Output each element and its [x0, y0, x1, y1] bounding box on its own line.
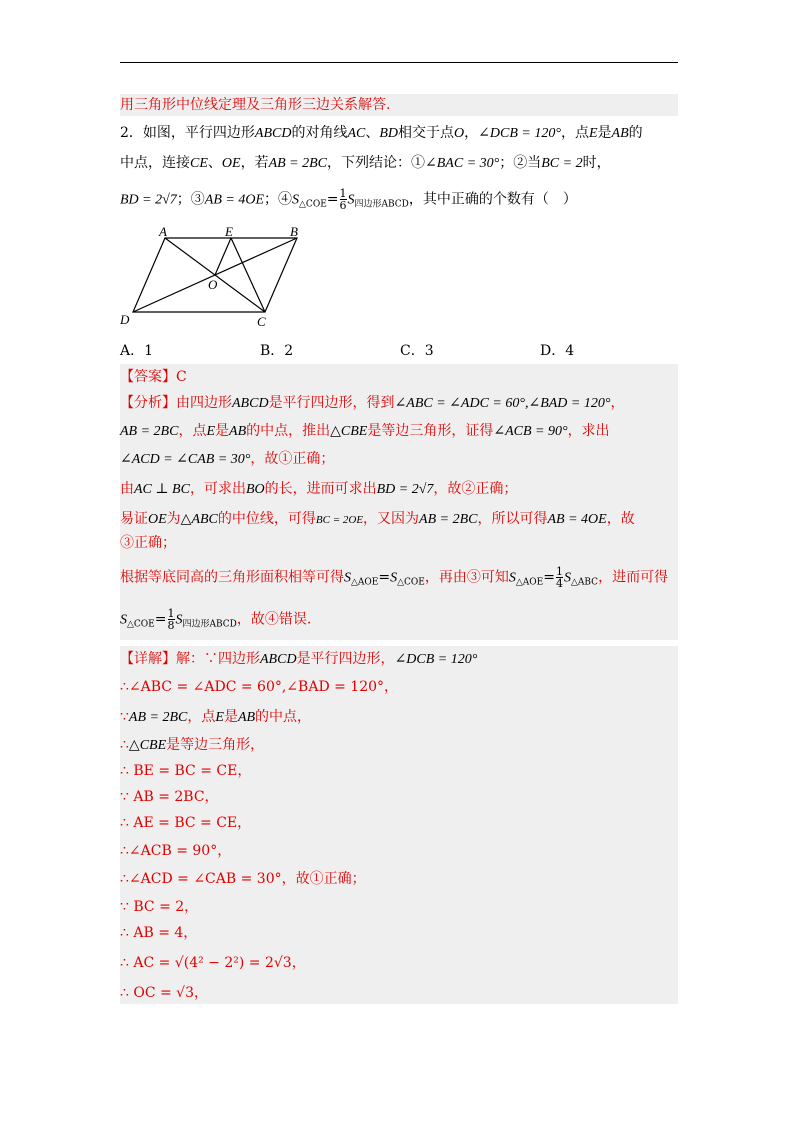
option-d: D．4	[540, 343, 575, 359]
detail-line-7: ∴ AE = BC = CE，	[120, 815, 252, 831]
detail-line-2: ∴∠ABC = ∠ADC = 60°,∠BAD = 120°，	[120, 679, 399, 695]
detail-line-10: ∵ BC = 2，	[120, 899, 199, 915]
answer-line: 【答案】C	[120, 369, 187, 385]
analysis-line-6: ③正确；	[120, 535, 176, 551]
label-c: C	[257, 314, 266, 329]
detail-line-6: ∵ AB = 2BC，	[120, 789, 219, 805]
label-d: D	[120, 312, 130, 327]
analysis-line-8: $S_{\triangle COE}=$ $\frac{1}{8}$ $S_{四边形ABCD}$，故④错误.	[120, 607, 312, 632]
segment-ce	[231, 238, 265, 312]
question-line-1: 2．如图，平行四边形ABCD的对角线AC、BD相交于点O，∠DCB = 120°，点E是AB的	[120, 125, 643, 141]
detail-line-12: ∴ AC = √(4² − 2²) = 2√3，	[120, 955, 306, 971]
analysis-line-1: 【分析】由四边形ABCD是平行四边形，得到∠ABC = ∠ADC = 60°,∠BAD = 120°，	[120, 395, 625, 411]
label-o: O	[208, 277, 218, 292]
analysis-line-4: 由AC ⊥ BC，可求出BO的长，进而可求出BD = 2√7，故②正确；	[120, 481, 518, 497]
detail-line-13: ∴ OC = √3，	[120, 985, 209, 1001]
detail-line-8: ∴∠ACB = 90°，	[120, 843, 232, 859]
header-rule	[120, 62, 678, 63]
label-a: A	[159, 226, 167, 239]
parallelogram-figure	[115, 226, 315, 332]
option-c: C．3	[400, 343, 434, 359]
analysis-line-3: ∠ACD = ∠CAB = 30°，故①正确；	[120, 451, 335, 467]
option-b: B．2	[260, 343, 294, 359]
detail-line-3: ∵AB = 2BC，点E是AB的中点，	[120, 709, 312, 725]
detail-line-11: ∴ AB = 4，	[120, 925, 198, 941]
detail-line-4: ∴△CBE是等边三角形，	[120, 737, 265, 753]
detail-line-9: ∴∠ACD = ∠CAB = 30°，故①正确；	[120, 871, 366, 887]
label-b: B	[290, 226, 298, 239]
analysis-line-2: AB = 2BC，点E是AB的中点，推出△CBE是等边三角形，证得∠ACB = 90°，求出	[120, 423, 610, 439]
analysis-line-7: 根据等底同高的三角形面积相等可得$S_{\triangle AOE}=S_{\triangle COE}$，再由③可知$S_{\triangle AOE}=$ $\frac{1}{4}$ $S_{\triangle ABC}$，进而可得	[120, 565, 669, 590]
detail-line-5: ∴ BE = BC = CE，	[120, 763, 252, 779]
label-e: E	[225, 226, 233, 239]
question-line-2: 中点，连接CE、OE，若AB = 2BC，下列结论：①∠BAC = 30°；②当BC = 2时，	[120, 155, 611, 171]
detail-line-1: 【详解】解：∵四边形ABCD是平行四边形，∠DCB = 120°	[120, 651, 478, 667]
analysis-line-5: 易证OE为△ABC的中位线，可得BC = 2OE，又因为AB = 2BC，所以可得AB = 4OE，故	[120, 511, 635, 527]
question-line-3: BD = 2√7；③AB = 4OE；$④S_{\triangle COE}=$ $\frac{1}{6}$ $S_{四边形ABCD}$，其中正确的个数有（ ）	[120, 187, 577, 212]
option-a: A．1	[120, 343, 154, 359]
top-note: 用三角形中位线定理及三角形三边关系解答.	[120, 97, 391, 113]
